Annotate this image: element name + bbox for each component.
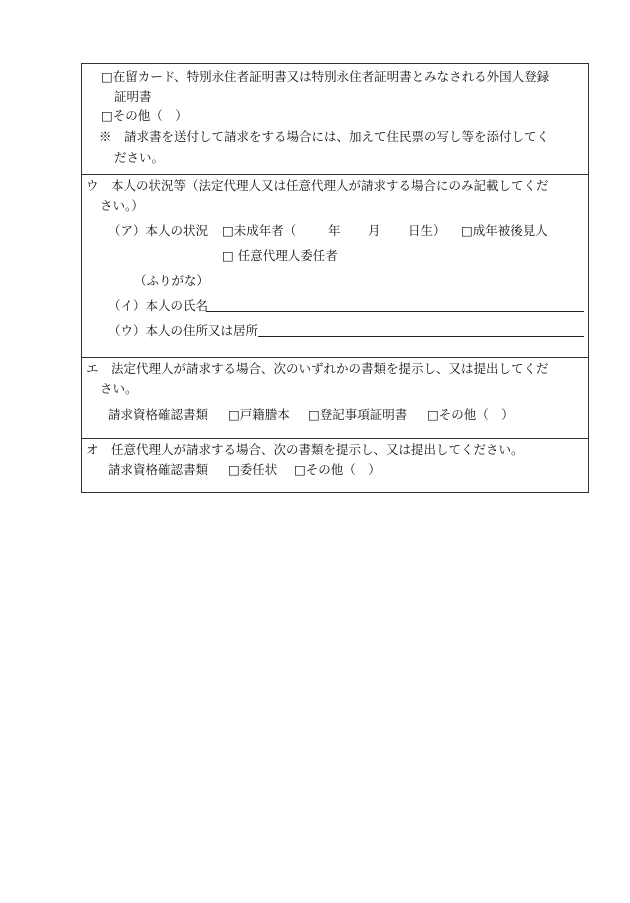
mail-request-note: ※ 請求書を送付して請求をする場合には、加えて住民票の写し等を添付してく bbox=[99, 129, 550, 144]
delegator-option[interactable]: □ 任意代理人委任者 bbox=[222, 248, 338, 263]
principal-name-field[interactable] bbox=[206, 311, 584, 312]
principal-name-label: （イ）本人の氏名 bbox=[108, 298, 209, 313]
other-document-option[interactable]: □その他（ ） bbox=[101, 108, 188, 123]
voluntary-agent-section bbox=[82, 440, 588, 492]
legal-representative-heading: エ 法定代理人が請求する場合、次のいずれかの書類を提示し、又は提出してくだ bbox=[86, 361, 549, 376]
legal-docs-label: 請求資格確認書類 bbox=[108, 407, 209, 422]
principal-address-field[interactable] bbox=[258, 336, 584, 337]
birth-month-label: 月 bbox=[368, 223, 381, 238]
minor-option[interactable]: □未成年者（ bbox=[222, 223, 297, 238]
agent-docs-label: 請求資格確認書類 bbox=[108, 462, 209, 477]
birth-year-label: 年 bbox=[328, 223, 341, 238]
request-form-table bbox=[81, 63, 589, 493]
principal-status-section bbox=[82, 176, 588, 358]
adult-ward-option[interactable]: □成年被後見人 bbox=[461, 223, 548, 238]
id-documents-section bbox=[82, 67, 588, 175]
residence-card-option-cont: 証明書 bbox=[114, 89, 152, 104]
principal-status-heading: ウ 本人の状況等（法定代理人又は任意代理人が請求する場合にのみ記載してくだ bbox=[86, 178, 549, 193]
voluntary-agent-heading: オ 任意代理人が請求する場合、次の書類を提示し、又は提出してください。 bbox=[86, 442, 524, 457]
power-of-attorney-option[interactable]: □委任状 bbox=[228, 462, 278, 477]
furigana-label: （ふりがな） bbox=[134, 273, 210, 288]
legal-representative-heading-cont: さい。 bbox=[100, 381, 138, 396]
birth-day-label: 日生） bbox=[408, 223, 446, 238]
principal-status-label: （ア）本人の状況 bbox=[108, 223, 209, 238]
principal-address-label: （ウ）本人の住所又は居所 bbox=[108, 323, 259, 338]
principal-status-heading-cont: さい。） bbox=[100, 198, 144, 213]
agent-other-option[interactable]: □その他（ ） bbox=[294, 462, 381, 477]
family-register-option[interactable]: □戸籍謄本 bbox=[228, 407, 290, 422]
residence-card-option[interactable]: □在留カード、特別永住者証明書又は特別永住者証明書とみなされる外国人登録 bbox=[101, 69, 550, 84]
mail-request-note-cont: ださい。 bbox=[114, 150, 165, 165]
legal-representative-section bbox=[82, 359, 588, 439]
legal-other-option[interactable]: □その他（ ） bbox=[427, 407, 514, 422]
registry-certificate-option[interactable]: □登記事項証明書 bbox=[308, 407, 408, 422]
